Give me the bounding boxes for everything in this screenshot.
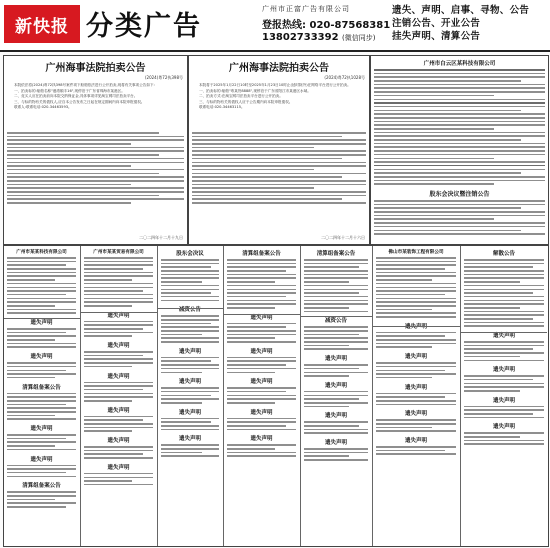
col4-title-1: 清算组备案公告	[242, 251, 281, 257]
col2-title-1: 广州市某某贸易有限公司	[93, 250, 144, 255]
section-title: 分类广告	[86, 11, 202, 42]
auction-right-filler	[189, 131, 369, 207]
auction-date-left: 二〇二四年十二月十九日	[139, 235, 183, 240]
top-right-company: 广州市白云区某科技有限公司	[423, 61, 496, 67]
auction-left-para-3: 二、竞买人应在拍卖前向本院交纳保证金,具体事项详见淘宝网司法拍卖平台。	[14, 94, 138, 99]
col5-title-5: 遗失声明	[324, 413, 347, 420]
classified-col-4	[224, 246, 299, 546]
col4-title-3: 遗失声明	[250, 348, 273, 355]
classified-col-7	[461, 246, 547, 546]
auction-date-right: 二〇二四年十二月十六日	[321, 235, 365, 240]
top-right-notice	[370, 55, 549, 245]
auction-notice-right	[188, 55, 370, 245]
auction-case-right: (2024)粤72执1028号	[324, 75, 365, 80]
col5-title-3: 遗失声明	[324, 356, 347, 363]
col1-title-5: 遗失声明	[30, 426, 53, 433]
col3-title-3: 遗失声明	[178, 348, 201, 355]
auction-right-para-3: 二、拍卖方式:在淘宝网司法拍卖平台进行公开拍卖。	[199, 94, 283, 99]
auction-left-para-2: 一、拍卖标的:船舶名称"港湾顺丰16",现停泊于广东省珠海市某港区。	[14, 88, 125, 93]
col3-title-1: 股东会决议	[176, 251, 204, 257]
col1-title-1: 广州市某某科技有限公司	[16, 250, 67, 255]
classified-col-5	[301, 246, 371, 546]
service-line-2: 注销公告、开业公告	[392, 18, 481, 29]
top-right-filler	[371, 68, 548, 188]
col6-title-3: 遗失声明	[404, 354, 427, 361]
col7-title-5: 遗失声明	[492, 424, 515, 431]
auction-title-left: 广州海事法院拍卖公告	[45, 63, 146, 74]
classified-grid	[3, 245, 549, 547]
auction-body-right	[189, 83, 369, 131]
top-right-notice-title: 股东会决议暨注销公告	[429, 191, 490, 198]
col1-title-3: 遗失声明	[30, 354, 53, 361]
mobile-number: 13802733392	[262, 32, 339, 43]
col2-title-7: 遗失声明	[107, 464, 130, 471]
col4-title-4: 遗失声明	[250, 379, 273, 386]
col3-title-2: 减资公告	[178, 307, 201, 314]
hotline-number: 020-87568381	[309, 20, 391, 31]
col6-title-6: 遗失声明	[404, 438, 427, 445]
col2-title-3: 遗失声明	[107, 343, 130, 350]
col7-title-2: 遗失声明	[492, 333, 515, 340]
auction-case-left: (2024)粤72执398号	[144, 75, 183, 80]
advertiser-info	[262, 4, 391, 43]
hotline	[262, 16, 391, 31]
col7-title-1: 解散公告	[492, 251, 515, 257]
service-list	[392, 4, 548, 43]
col2-title-2: 遗失声明	[107, 312, 130, 319]
auction-right-para-2: 一、拍卖标的:船舶"粤某货8888",现停泊于广东省阳江市某港区水域。	[199, 88, 311, 93]
auction-right-para-1: 本院将于2025年1月22日10时至2025年1月23日10时止(延时除外)在网络平台进行公开拍卖。	[199, 83, 351, 87]
col6-title-5: 遗失声明	[404, 411, 427, 418]
col5-title-1: 清算组备案公告	[316, 251, 356, 257]
col2-title-4: 遗失声明	[107, 373, 130, 380]
classified-col-6	[373, 246, 459, 546]
classified-col-1	[4, 246, 79, 546]
col6-title-4: 遗失声明	[404, 384, 427, 391]
service-line-3: 挂失声明、清算公告	[392, 31, 481, 42]
col3-title-4: 遗失声明	[178, 379, 201, 386]
col1-title-2: 遗失声明	[30, 320, 53, 326]
auction-left-filler	[4, 131, 187, 207]
col4-title-5: 遗失声明	[250, 409, 273, 416]
page-header	[0, 0, 550, 52]
col5-title-2: 减资公告	[324, 318, 347, 325]
col7-title-3: 遗失声明	[492, 367, 515, 374]
col3-title-6: 遗失声明	[178, 436, 201, 443]
col5-title-6: 遗失声明	[324, 440, 347, 447]
classified-col-3	[158, 246, 222, 546]
auction-left-para-4: 三、与标的物有关的债权人,应自本公告发布之日起在规定期间内向本院申报债权。	[14, 99, 145, 104]
auction-right-para-4: 三、与标的物有关的债权人应于公告期内向本院申报债权。	[199, 99, 293, 104]
auction-title-right: 广州海事法院拍卖公告	[229, 63, 329, 74]
col2-title-6: 遗失声明	[107, 438, 130, 445]
col4-title-6: 遗失声明	[250, 436, 273, 443]
company-name: 广州市正富广告有限公司	[262, 5, 350, 13]
mobile-note: (微信同步)	[342, 34, 376, 42]
newspaper-logo	[4, 5, 80, 43]
col3-title-5: 遗失声明	[178, 409, 201, 416]
col5-title-4: 遗失声明	[324, 382, 347, 389]
col7-title-4: 遗失声明	[492, 397, 515, 404]
logo-text: 新快报	[15, 16, 69, 37]
service-line-1: 遗失、声明、启事、寻物、公告	[392, 5, 530, 16]
hotline-label: 登报热线:	[262, 20, 306, 31]
mobile-line	[262, 32, 388, 43]
col6-title-1: 佛山市某装饰工程有限公司	[388, 250, 444, 255]
col2-title-5: 遗失声明	[107, 407, 130, 414]
col6-title-2: 遗失声明	[404, 323, 427, 330]
auction-body-left	[4, 83, 187, 131]
col1-title-4: 清算组备案公告	[22, 384, 61, 391]
auction-right-para-5: 联系电话:020-34463115。	[199, 105, 245, 110]
auction-left-para-1: 本院依法将(2024)粤72执398号案件项下船舶依法进行公开拍卖,现将有关事项公告如下:	[14, 83, 155, 87]
auction-notice-left	[3, 55, 188, 245]
classified-col-2	[81, 246, 156, 546]
col1-title-6: 遗失声明	[30, 456, 53, 463]
col4-title-2: 遗失声明	[250, 314, 273, 321]
col1-title-7: 清算组备案公告	[22, 483, 61, 490]
auction-left-para-5: 联系人:联系电话:020-34463593。	[14, 105, 72, 110]
